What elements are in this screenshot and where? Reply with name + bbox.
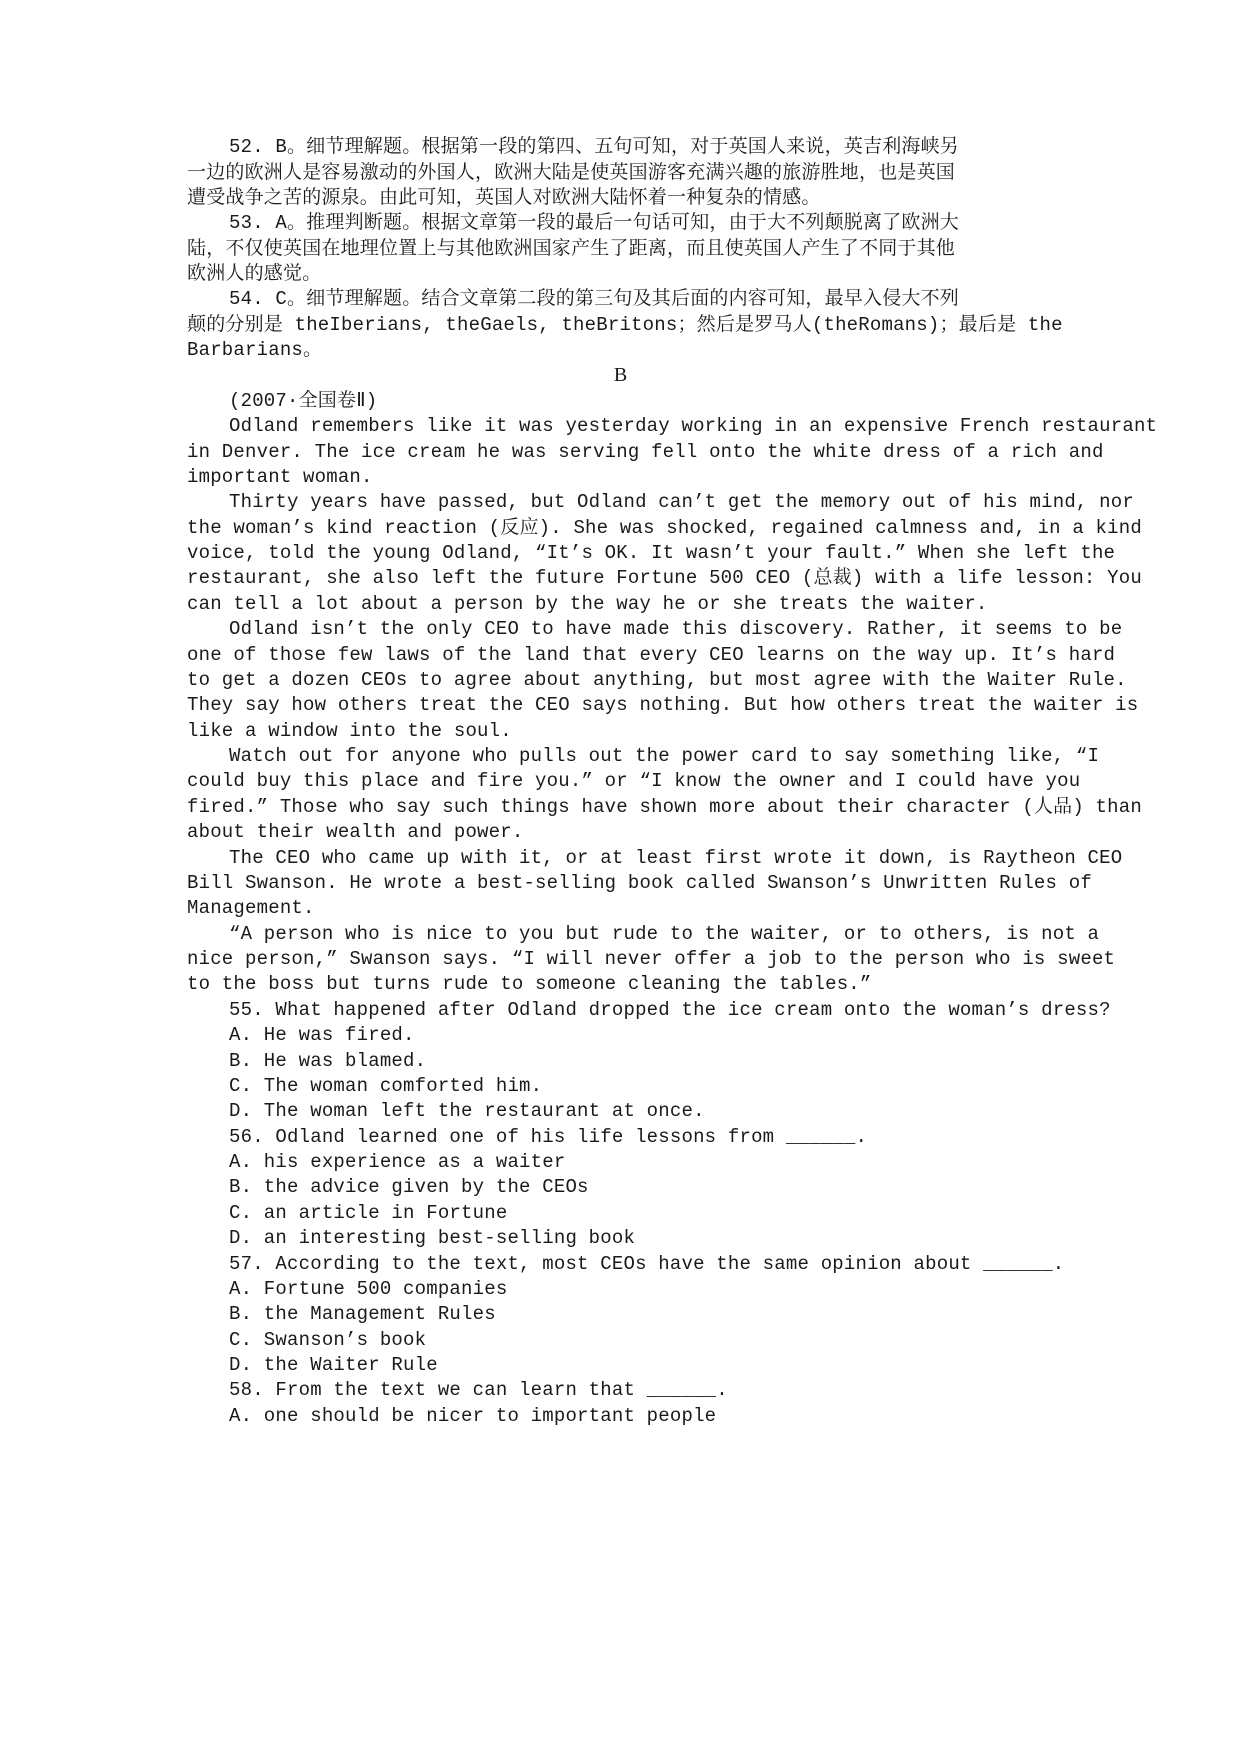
answer-53-line-1: 53. A。推理判断题。根据文章第一段的最后一句话可知，由于大不列颠脱离了欧洲大 bbox=[229, 212, 960, 234]
passage-p2-line-4: restaurant, she also left the future Fortune 500 CEO (总裁) with a life lesson: You bbox=[187, 567, 1142, 589]
passage-p5-line-3: Management. bbox=[187, 897, 315, 919]
passage-p1-line-3: important woman. bbox=[187, 466, 373, 488]
question-55-option-a: A. He was fired. bbox=[229, 1024, 415, 1046]
passage-p2-line-2: the woman’s kind reaction (反应). She was shocked, regained calmness and, in a kind bbox=[187, 517, 1142, 539]
question-55-option-d: D. The woman left the restaurant at once. bbox=[229, 1100, 705, 1122]
passage-p5-line-1: The CEO who came up with it, or at least first wrote it down, is Raytheon CEO bbox=[229, 847, 1123, 869]
passage-p3-line-4: They say how others treat the CEO says nothing. But how others treat the waiter is bbox=[187, 694, 1139, 716]
question-55-option-c: C. The woman comforted him. bbox=[229, 1075, 543, 1097]
question-57-option-b: B. the Management Rules bbox=[229, 1303, 496, 1325]
passage-p3-line-1: Odland isn’t the only CEO to have made this discovery. Rather, it seems to be bbox=[229, 618, 1123, 640]
passage-p6-line-3: to the boss but turns rude to someone cleaning the tables.” bbox=[187, 973, 872, 995]
passage-p4-line-2: could buy this place and fire you.” or “I know the owner and I could have you bbox=[187, 770, 1081, 792]
passage-p3-line-5: like a window into the soul. bbox=[187, 720, 512, 742]
passage-p6-line-1: “A person who is nice to you but rude to the waiter, or to others, is not a bbox=[229, 923, 1100, 945]
question-55-option-b: B. He was blamed. bbox=[229, 1050, 427, 1072]
question-58: 58. From the text we can learn that ______. bbox=[229, 1379, 728, 1401]
answer-53-line-3: 欧洲人的感觉。 bbox=[187, 263, 322, 285]
question-56-option-a: A. his experience as a waiter bbox=[229, 1151, 566, 1173]
passage-p1-line-2: in Denver. The ice cream he was serving fell onto the white dress of a rich and bbox=[187, 441, 1104, 463]
passage-p3-line-2: one of those few laws of the land that every CEO learns on the way up. It’s hard bbox=[187, 644, 1116, 666]
question-57: 57. According to the text, most CEOs have the same opinion about ______. bbox=[229, 1253, 1065, 1275]
passage-p6-line-2: nice person,” Swanson says. “I will never offer a job to the person who is sweet bbox=[187, 948, 1116, 970]
question-58-option-a: A. one should be nicer to important people bbox=[229, 1405, 717, 1427]
answer-52-line-3: 遭受战争之苦的源泉。由此可知，英国人对欧洲大陆怀着一种复杂的情感。 bbox=[187, 187, 821, 209]
question-56-option-c: C. an article in Fortune bbox=[229, 1202, 508, 1224]
answer-54-line-2: 颠的分别是 theIberians, theGaels, theBritons；然后是罗马人(theRomans)；最后是 the bbox=[187, 314, 1063, 336]
passage-p4-line-1: Watch out for anyone who pulls out the power card to say something like, “I bbox=[229, 745, 1100, 767]
answer-52-line-2: 一边的欧洲人是容易激动的外国人，欧洲大陆是使英国游客充满兴趣的旅游胜地，也是英国 bbox=[187, 162, 956, 184]
answer-54-line-1: 54. C。细节理解题。结合文章第二段的第三句及其后面的内容可知，最早入侵大不列 bbox=[229, 288, 960, 310]
question-56-option-b: B. the advice given by the CEOs bbox=[229, 1176, 589, 1198]
answer-52-line-1: 52. B。细节理解题。根据第一段的第四、五句可知，对于英国人来说，英吉利海峡另 bbox=[229, 136, 960, 158]
passage-p5-line-2: Bill Swanson. He wrote a best-selling book called Swanson’s Unwritten Rules of bbox=[187, 872, 1092, 894]
passage-p3-line-3: to get a dozen CEOs to agree about anything, but most agree with the Waiter Rule. bbox=[187, 669, 1127, 691]
passage-p4-line-4: about their wealth and power. bbox=[187, 821, 524, 843]
passage-source: (2007·全国卷Ⅱ) bbox=[229, 390, 378, 412]
passage-p4-line-3: fired.” Those who say such things have shown more about their character (人品) than bbox=[187, 796, 1142, 818]
question-56: 56. Odland learned one of his life lessons from ______. bbox=[229, 1126, 868, 1148]
passage-p2-line-3: voice, told the young Odland, “It’s OK. It wasn’t your fault.” When she left the bbox=[187, 542, 1116, 564]
question-55: 55. What happened after Odland dropped the ice cream onto the woman’s dress? bbox=[229, 999, 1111, 1021]
question-57-option-c: C. Swanson’s book bbox=[229, 1329, 427, 1351]
passage-p2-line-5: can tell a lot about a person by the way he or she treats the waiter. bbox=[187, 593, 988, 615]
question-56-option-d: D. an interesting best-selling book bbox=[229, 1227, 636, 1249]
passage-p1-line-1: Odland remembers like it was yesterday working in an expensive French restaurant bbox=[229, 415, 1158, 437]
question-57-option-d: D. the Waiter Rule bbox=[229, 1354, 438, 1376]
answer-54-line-3: Barbarians。 bbox=[187, 339, 323, 361]
answer-53-line-2: 陆，不仅使英国在地理位置上与其他欧洲国家产生了距离，而且使英国人产生了不同于其他 bbox=[187, 238, 956, 260]
section-label: B bbox=[613, 364, 628, 386]
passage-p2-line-1: Thirty years have passed, but Odland can’t get the memory out of his mind, nor bbox=[229, 491, 1134, 513]
question-57-option-a: A. Fortune 500 companies bbox=[229, 1278, 508, 1300]
